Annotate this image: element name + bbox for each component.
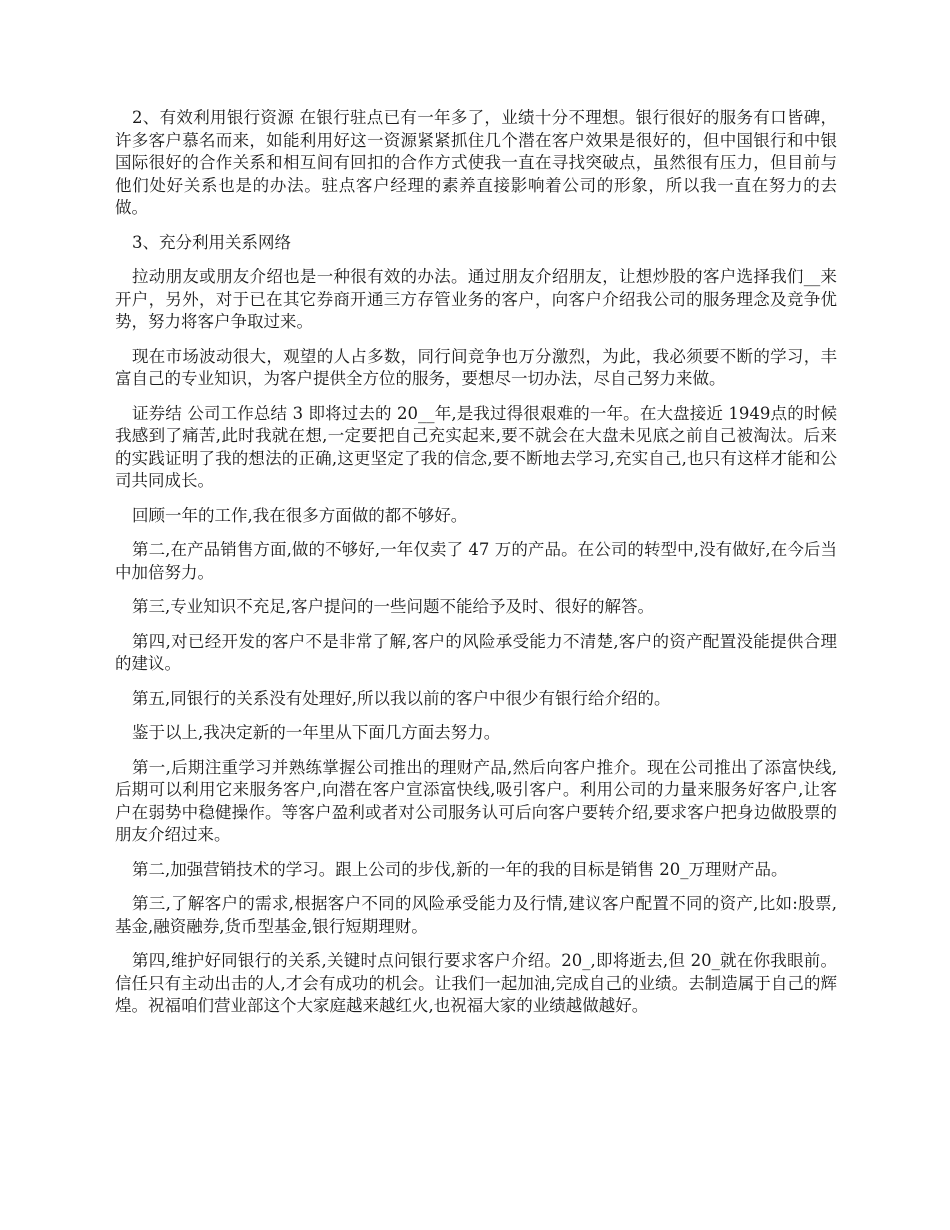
paragraph-6: 回顾一年的工作,我在很多方面做的都不够好。	[132, 505, 468, 525]
paragraph-8: 第三,专业知识不充足,客户提问的一些问题不能给予及时、很好的解答。	[132, 597, 654, 616]
paragraph-7: 第二,在产品销售方面,做的不够好,一年仅卖了 47 万的产品。在公司的转型中,没有做好,在今后当中加倍努力。	[115, 540, 837, 582]
paragraph-1: 2、有效利用银行资源 在银行驻点已有一年多了，业绩十分不理想。银行很好的服务有口皆碑，许多客户慕名而来，如能利用好这一资源紧紧抓住几个潜在客户效果是很好的，但中国银行和中银国际很好的合作关系和相互间有回扣的合作方式使我一直在寻找突破点，虽然很有压力，但目前与他们处好关系也是的办法。驻点客户经理的素养直接影响着公司的形象，所以我一直在努力的去做。	[115, 108, 837, 217]
paragraph-14: 第三,了解客户的需求,根据客户不同的风险承受能力及行情,建议客户配置不同的资产,比如:股票,基金,融资融券,货币型基金,银行短期理财。	[115, 894, 837, 936]
paragraph-15: 第四,维护好同银行的关系,关键时点问银行要求客户介绍。20_,即将逝去,但 20_就在你我眼前。信任只有主动出击的人,才会有成功的机会。让我们一起加油,完成自己的业绩。去制造属于自己的辉煌。祝福咱们营业部这个大家庭越来越红火,也祝福大家的业绩越做越好。	[115, 951, 837, 1015]
document-body	[115, 107, 837, 1030]
paragraph-4: 现在市场波动很大，观望的人占多数，同行间竞争也万分激烈，为此，我必须要不断的学习，丰富自己的专业知识，为客户提供全方位的服务，要想尽一切办法，尽自己努力来做。	[115, 346, 837, 388]
paragraph-5: 证券结 公司工作总结 3 即将过去的 20__年,是我过得很艰难的一年。在大盘接近 1949点的时候我感到了痛苦,此时我就在想,一定要把自己充实起来,要不就会在大盘未见底之前自己被淘汰。后来的实践证明了我的想法的正确,这更坚定了我的信念,要不断地去学习,充实自己,也只有这样才能和公司共同成长。	[115, 403, 837, 490]
paragraph-13: 第二,加强营销技术的学习。跟上公司的步伐,新的一年的我的目标是销售 20_万理财产品。	[132, 859, 788, 879]
paragraph-3: 拉动朋友或朋友介绍也是一种很有效的办法。通过朋友介绍朋友，让想炒股的客户选择我们__来开户，另外，对于已在其它券商开通三方存管业务的客户，向客户介绍我公司的服务理念及竞争优势，努力将客户争取过来。	[115, 267, 837, 331]
paragraph-11: 鉴于以上,我决定新的一年里从下面几方面去努力。	[132, 723, 501, 742]
paragraph-9: 第四,对已经开发的客户不是非常了解,客户的风险承受能力不清楚,客户的资产配置没能提供合理的建议。	[115, 631, 837, 673]
paragraph-10: 第五,同银行的关系没有处理好,所以我以前的客户中很少有银行给介绍的。	[132, 688, 671, 708]
paragraph-12: 第一,后期注重学习并熟练掌握公司推出的理财产品,然后向客户推介。现在公司推出了添富快线,后期可以利用它来服务客户,向潜在客户宣添富快线,吸引客户。利用公司的力量来服务好客户,让客户在弱势中稳健操作。等客户盈利或者对公司服务认可后向客户要转介绍,要求客户把身边做股票的朋友介绍过来。	[115, 757, 837, 844]
paragraph-2-heading: 3、充分利用关系网络	[132, 232, 291, 252]
